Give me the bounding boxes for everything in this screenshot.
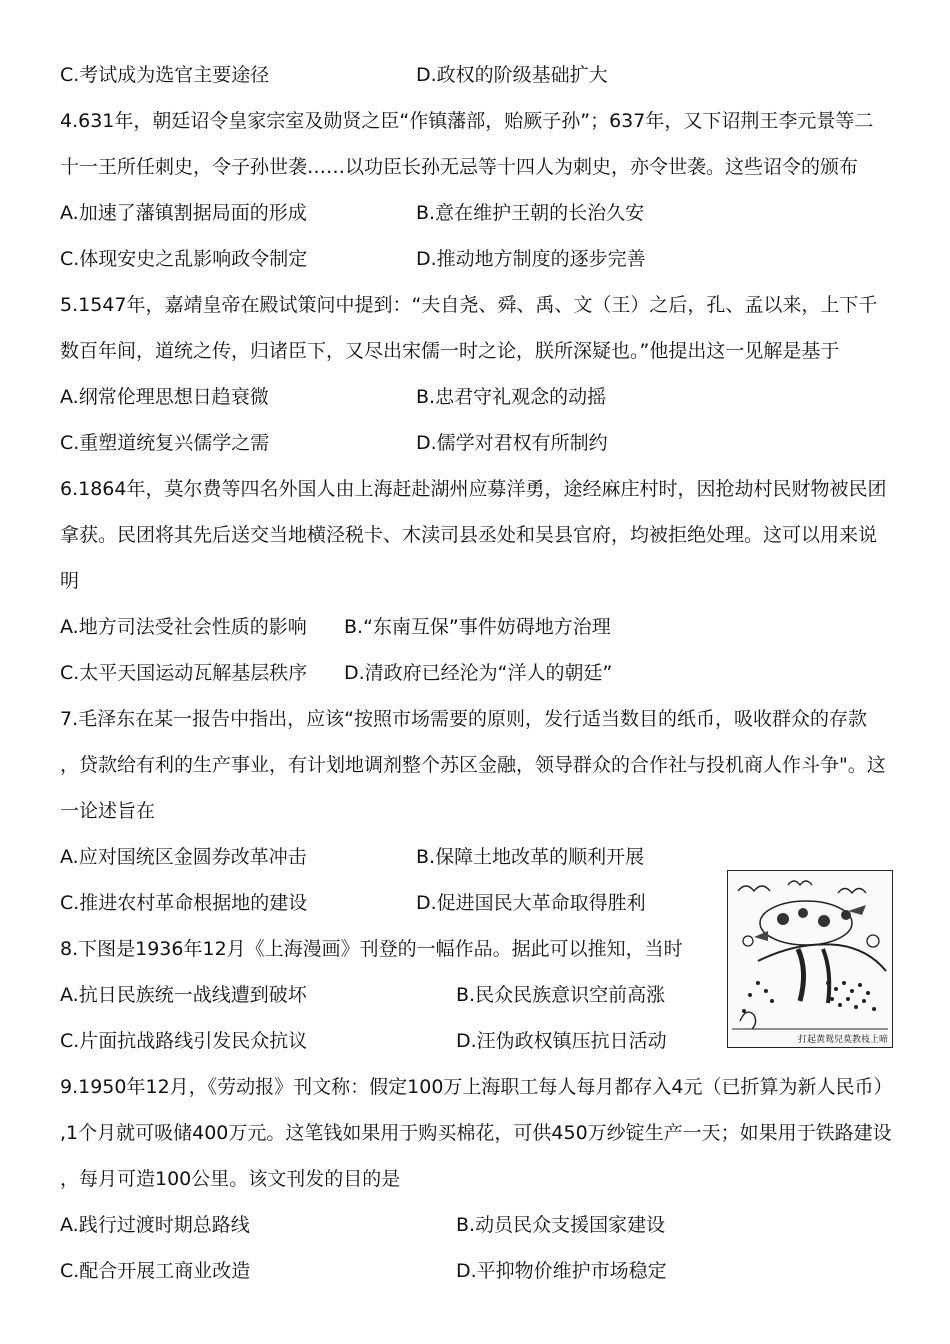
q4-option-b: B.意在维护王朝的长治久安 [416,202,645,224]
cartoon-caption: 打起黄鸳兒莫教枝上啼 [797,1035,888,1045]
q6-option-d: D.清政府已经沦为“洋人的朝廷” [344,662,613,684]
q7-stem-line1: 7.毛泽东在某一报告中指出，应该“按照市场需要的原则，发行适当数目的纸币，吸收群众的存款 [60,708,867,730]
q5-stem-line2: 数百年间，道统之传，归诸臣下，又尽出宋儒一时之论，朕所深疑也。”他提出这一见解是基于 [60,340,840,362]
q7-option-d: D.促进国民大革命取得胜利 [416,892,646,914]
q5-option-b: B.忠君守礼观念的动摇 [416,386,607,408]
q5-stem-line1: 5.1547年，嘉靖皇帝在殿试策问中提到：“夫自尧、舜、禹、文（王）之后，孔、孟以来，上下千 [60,294,878,316]
q9-stem-line3: ，每月可造100公里。该文刊发的目的是 [60,1168,401,1190]
q7-option-a: A.应对国统区金圆券改革冲击 [60,846,307,868]
q4-option-d: D.推动地方制度的逐步完善 [416,248,646,270]
q4-stem-line2: 十一王所任刺史，令子孙世袭……以功臣长孙无忌等十四人为刺史，亦令世袭。这些诏令的颁布 [60,156,859,178]
q7-stem-line3: 一论述旨在 [60,800,156,822]
q7-option-c: C.推进农村革命根据地的建设 [60,892,308,914]
q6-stem-line2: 拿获。民团将其先后送交当地横泾税卡、木渎司县丞处和吴县官府，均被拒绝处理。这可以用来说 [60,524,878,546]
cartoon-drawing [728,871,891,1046]
q8-option-c: C.片面抗战路线引发民众抗议 [60,1030,308,1052]
q4-option-c: C.体现安史之乱影响政令制定 [60,248,308,270]
q9-option-d: D.平抑物价维护市场稳定 [456,1260,667,1282]
q6-option-c: C.太平天国运动瓦解基层秩序 [60,662,308,684]
q5-option-c: C.重塑道统复兴儒学之需 [60,432,270,454]
q5-option-a: A.纲常伦理思想日趋衰微 [60,386,269,408]
q8-option-d: D.汪伪政权镇压抗日活动 [456,1030,667,1052]
q8-option-a: A.抗日民族统一战线遭到破坏 [60,984,307,1006]
q6-option-a: A.地方司法受社会性质的影响 [60,616,307,638]
q9-option-c: C.配合开展工商业改造 [60,1260,251,1282]
q8-stem-line1: 8.下图是1936年12月《上海漫画》刊登的一幅作品。据此可以推知，当时 [60,938,683,960]
q9-stem-line2: ,1个月就可吸储400万元。这笔钱如果用于购买棉花，可供450万纱锭生产一天；如果用于铁路建设 [60,1122,892,1144]
q6-stem-line1: 6.1864年，莫尔费等四名外国人由上海赶赴湖州应募洋勇，途经麻庄村时，因抢劫村民财物被民团 [60,478,887,500]
q7-stem-line2: ，贷款给有利的生产事业，有计划地调剂整个苏区金融，领导群众的合作社与投机商人作斗争"。这 [60,754,886,776]
q3-option-d: D.政权的阶级基础扩大 [416,64,608,86]
q4-option-a: A.加速了藩镇割据局面的形成 [60,202,307,224]
q6-option-b: B.“东南互保”事件妨碍地方治理 [344,616,611,638]
q6-stem-line3: 明 [60,570,80,592]
q9-option-b: B.动员民众支援国家建设 [456,1214,666,1236]
q9-stem-line1: 9.1950年12月，《劳动报》刊文称：假定100万上海职工每人每月都存入4元（已折算为新人民币） [60,1076,893,1098]
q7-option-b: B.保障土地改革的顺利开展 [416,846,645,868]
q9-option-a: A.践行过渡时期总路线 [60,1214,250,1236]
cartoon-illustration [727,870,893,1048]
q5-option-d: D.儒学对君权有所制约 [416,432,608,454]
q3-option-c: C.考试成为选官主要途径 [60,64,270,86]
q8-option-b: B.民众民族意识空前高涨 [456,984,666,1006]
q4-stem-line1: 4.631年，朝廷诏令皇家宗室及勋贤之臣“作镇藩部，贻厥子孙”；637年，又下诏荆王李元景等二 [60,110,874,132]
